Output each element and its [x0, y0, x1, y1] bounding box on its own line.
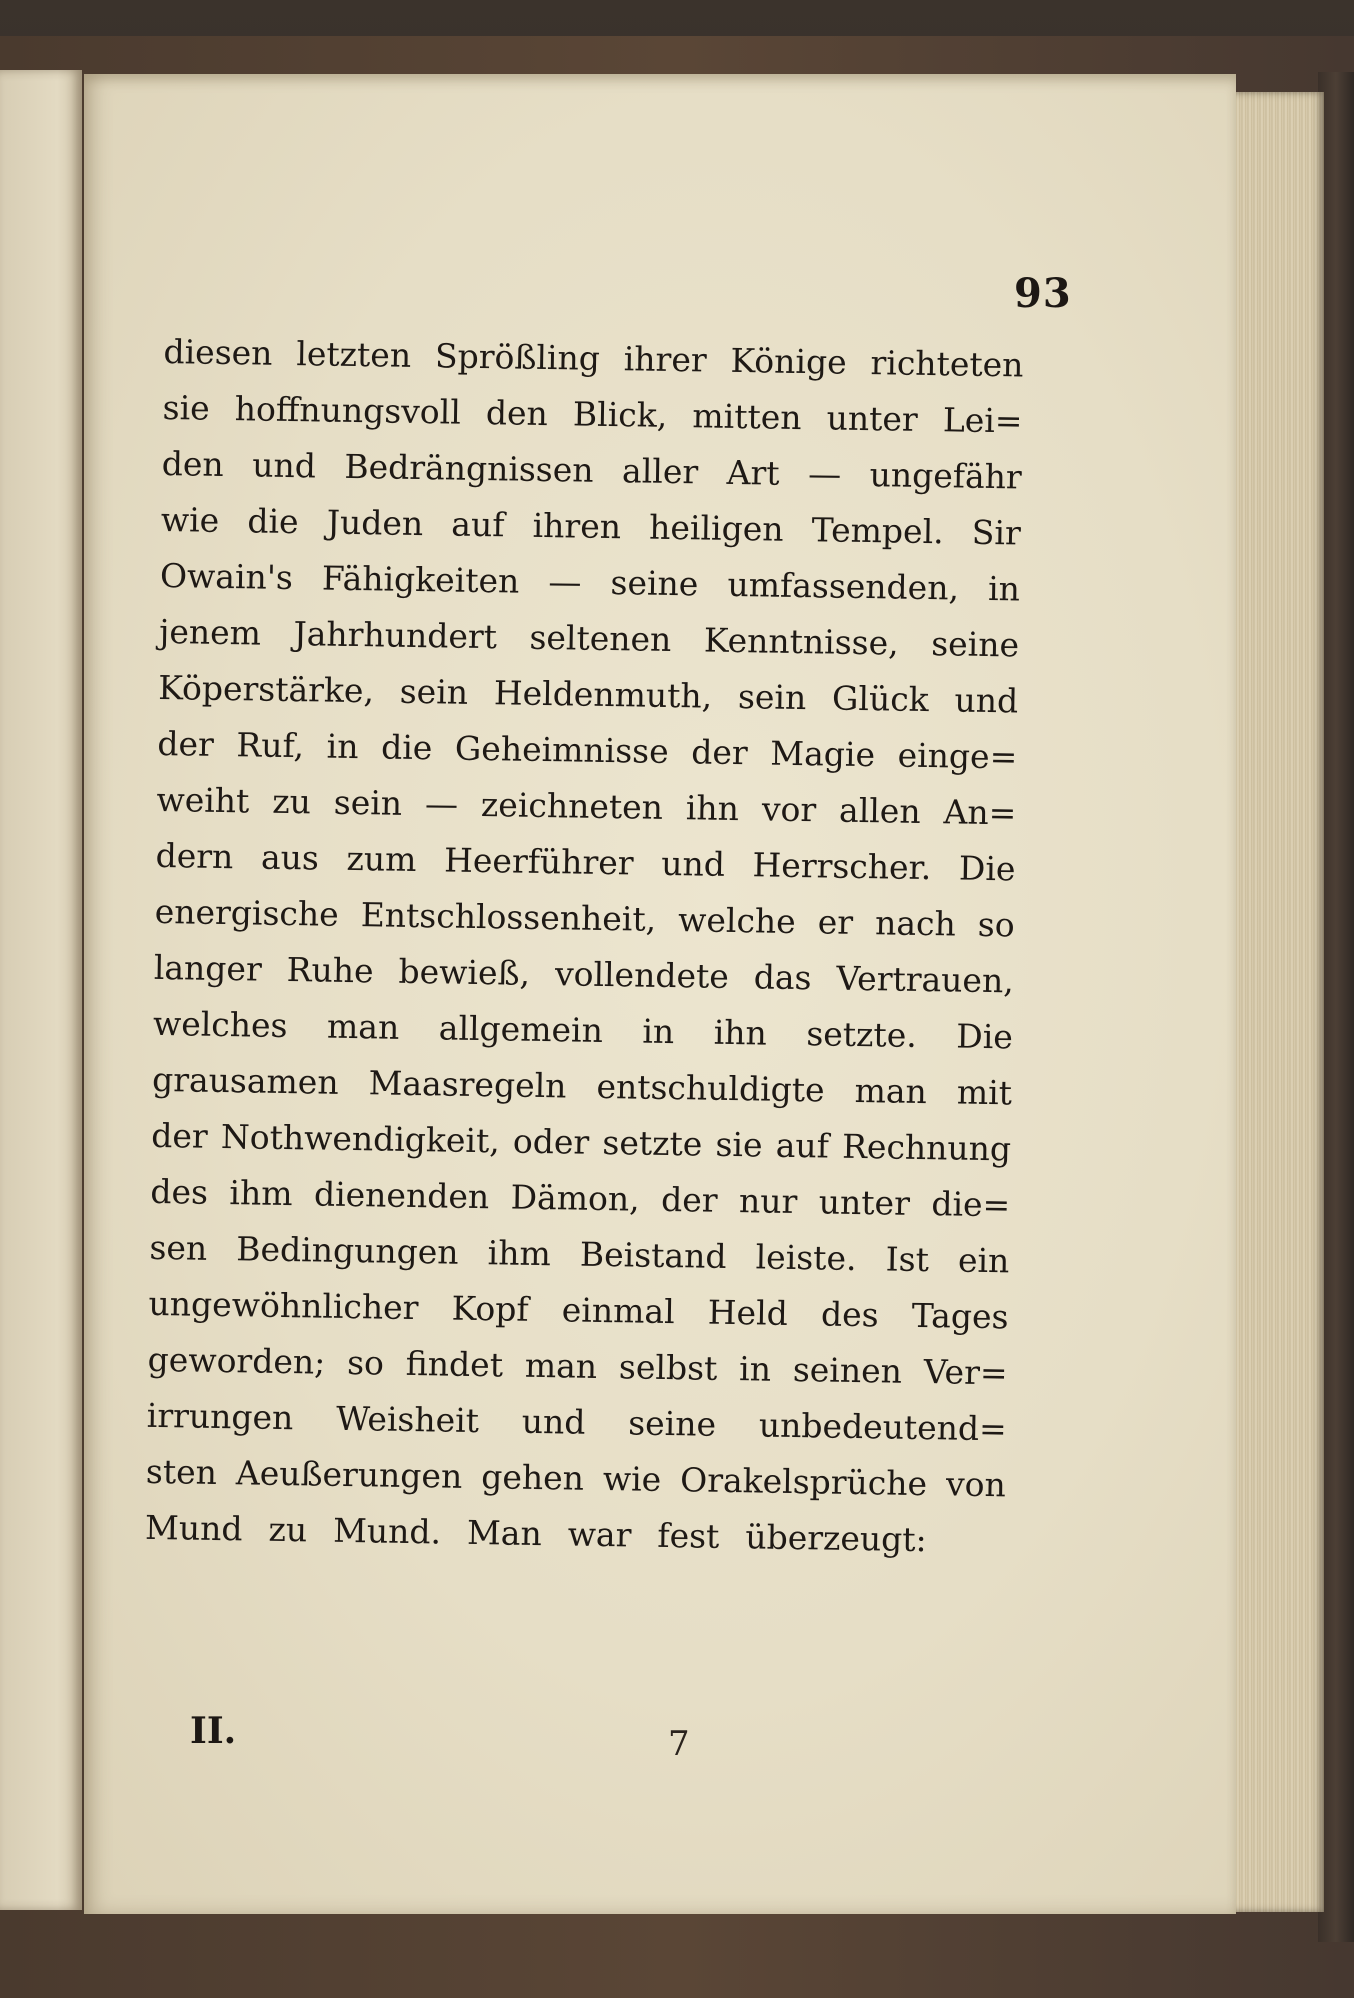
- word: ihn: [713, 1012, 768, 1053]
- word: mit: [956, 1072, 1013, 1113]
- word: Beistand: [579, 1234, 727, 1276]
- word: Herrscher.: [752, 845, 932, 888]
- word: Sprößling: [434, 336, 601, 378]
- word: und: [954, 680, 1019, 721]
- page-stack-edges: [1228, 92, 1324, 1912]
- word: den: [485, 393, 549, 434]
- word: An=: [943, 792, 1017, 833]
- word: Sir: [971, 512, 1022, 553]
- word: und: [521, 1401, 586, 1442]
- word: Dämon,: [510, 1177, 640, 1219]
- word: —: [424, 784, 459, 824]
- word: seine: [627, 1403, 717, 1444]
- word: des: [150, 1171, 209, 1212]
- word: einge=: [897, 735, 1018, 777]
- word: zeichneten: [480, 785, 664, 827]
- word: die=: [931, 1184, 1011, 1225]
- word: ein: [957, 1240, 1010, 1281]
- word: umfassenden,: [727, 564, 960, 608]
- word: hoffnungsvoll: [234, 389, 462, 432]
- word: setzte: [602, 1122, 703, 1164]
- word: Owain's: [159, 555, 294, 598]
- word: bewieß,: [398, 951, 531, 993]
- word: so: [977, 904, 1015, 945]
- word: zu: [268, 1509, 308, 1550]
- word: in: [987, 568, 1021, 609]
- word: in: [738, 1349, 772, 1389]
- word: Die: [956, 1016, 1014, 1057]
- word: Magie: [770, 733, 876, 775]
- word: fest: [657, 1515, 720, 1556]
- word: sten: [145, 1451, 218, 1492]
- word: Blick,: [572, 394, 668, 435]
- word: sen: [149, 1227, 208, 1268]
- word: gehen: [480, 1457, 585, 1498]
- word: der: [157, 723, 215, 764]
- word: weiht: [156, 779, 250, 821]
- word: Tempel.: [811, 510, 944, 552]
- word: unbedeutend=: [758, 1405, 1008, 1449]
- word: allen: [838, 790, 921, 831]
- word: überzeugt:: [745, 1517, 928, 1560]
- word: seine: [610, 563, 699, 604]
- word: Ist: [885, 1239, 930, 1280]
- word: vollendete: [554, 954, 730, 996]
- word: wie: [160, 499, 220, 540]
- word: seltenen: [529, 617, 672, 660]
- word: Held: [707, 1292, 789, 1333]
- word: die: [247, 501, 299, 542]
- word: leiste.: [755, 1237, 857, 1278]
- body-text: [145, 324, 1024, 1569]
- word: ungewöhnlicher: [148, 1283, 419, 1328]
- word: selbst: [618, 1347, 718, 1388]
- word: —: [807, 454, 842, 494]
- word: Orakelsprüche: [679, 1460, 928, 1504]
- word: Kopf: [451, 1288, 529, 1329]
- word: Fähigkeiten: [321, 558, 520, 601]
- word: Aeußerungen: [235, 1453, 463, 1496]
- word: Vertrauen,: [836, 958, 1015, 1001]
- word: des: [820, 1294, 879, 1335]
- left-page-edge: [0, 70, 82, 1910]
- word: welches: [152, 1003, 288, 1046]
- word: Rechnung: [841, 1126, 1012, 1169]
- word: ungefähr: [869, 455, 1023, 497]
- word: Lei=: [942, 400, 1023, 441]
- word: geworden;: [147, 1339, 326, 1382]
- word: Jahrhundert: [293, 614, 498, 657]
- word: Nothwendigkeit,: [220, 1116, 501, 1161]
- word: seinen: [792, 1350, 903, 1391]
- word: Weisheit: [335, 1398, 480, 1441]
- word: Ver=: [923, 1352, 1008, 1393]
- word: Geheimnisse: [454, 728, 669, 771]
- word: Ruf,: [236, 725, 305, 766]
- word: seine: [930, 624, 1020, 665]
- word: und: [251, 445, 317, 486]
- word: ihm: [229, 1173, 293, 1214]
- word: und: [660, 843, 726, 884]
- word: Die: [958, 848, 1016, 889]
- word: ihren: [532, 505, 622, 547]
- word: mitten: [692, 396, 802, 438]
- word: war: [567, 1514, 632, 1555]
- word: einmal: [561, 1290, 675, 1332]
- word: diesen: [163, 331, 273, 373]
- word: Heldenmuth,: [493, 673, 713, 716]
- word: man: [854, 1070, 928, 1112]
- word: dienenden: [313, 1174, 490, 1217]
- word: findet: [405, 1343, 504, 1385]
- word: sie: [162, 387, 211, 428]
- word: vor: [761, 789, 817, 830]
- word: von: [945, 1464, 1007, 1505]
- word: Man: [466, 1512, 543, 1554]
- word: aller: [621, 451, 699, 492]
- word: sein: [737, 677, 807, 718]
- word: nur: [738, 1181, 798, 1222]
- word: dern: [155, 835, 234, 877]
- word: sein: [333, 782, 403, 823]
- word: entschuldigte: [596, 1066, 825, 1110]
- word: unter: [818, 1182, 911, 1223]
- word: langer: [153, 947, 263, 989]
- word: irrungen: [146, 1395, 294, 1438]
- word: Bedrängnissen: [344, 446, 594, 490]
- word: in: [326, 726, 359, 767]
- word: setzte.: [806, 1014, 918, 1055]
- word: allgemein: [438, 1008, 604, 1050]
- word: richteten: [870, 343, 1024, 385]
- word: Könige: [730, 340, 847, 382]
- word: auf: [451, 504, 505, 545]
- word: das: [753, 957, 812, 998]
- word: nach: [874, 903, 957, 944]
- page-number: 93: [1014, 270, 1072, 317]
- word: Mund: [144, 1507, 243, 1549]
- word: sie: [715, 1124, 763, 1165]
- word: den: [161, 443, 225, 484]
- word: grausamen: [151, 1059, 339, 1102]
- word: man: [326, 1006, 400, 1047]
- word: der: [660, 1179, 718, 1220]
- word: Ruhe: [286, 950, 374, 991]
- word: in: [642, 1011, 675, 1052]
- word: die: [380, 727, 433, 768]
- word: auf: [775, 1125, 830, 1166]
- word: zu: [271, 781, 312, 822]
- word: Glück: [831, 678, 930, 720]
- word: oder: [512, 1121, 590, 1162]
- word: energische: [154, 891, 340, 934]
- word: Kenntnisse,: [703, 620, 899, 663]
- word: Entschlossenheit,: [360, 895, 657, 939]
- word: Bedingungen: [236, 1229, 459, 1272]
- word: wie: [602, 1459, 662, 1499]
- word: Maasregeln: [368, 1063, 567, 1106]
- word: Juden: [326, 502, 424, 544]
- word: man: [524, 1345, 598, 1386]
- word: zum: [346, 838, 417, 880]
- catchmark: 7: [668, 1724, 690, 1764]
- word: Köperstärke,: [157, 667, 375, 711]
- book-page: [84, 74, 1236, 1914]
- word: so: [346, 1343, 385, 1383]
- word: sein: [399, 671, 469, 712]
- signature-mark: II.: [190, 1710, 237, 1752]
- word: der: [150, 1115, 208, 1156]
- word: der: [691, 732, 749, 773]
- word: —: [548, 562, 582, 602]
- word: ihn: [685, 788, 740, 829]
- word: ihrer: [623, 339, 707, 380]
- word: jenem: [158, 611, 262, 653]
- word: unter: [826, 398, 919, 439]
- word: aus: [260, 837, 320, 878]
- word: Mund.: [332, 1510, 442, 1552]
- word: ihm: [487, 1233, 552, 1274]
- word: er: [817, 902, 854, 942]
- word: heiligen: [648, 507, 784, 549]
- word: Tages: [911, 1295, 1009, 1337]
- word: Heerführer: [443, 840, 634, 883]
- word: welche: [677, 900, 797, 941]
- word: letzten: [296, 334, 412, 375]
- word: Art: [726, 452, 780, 493]
